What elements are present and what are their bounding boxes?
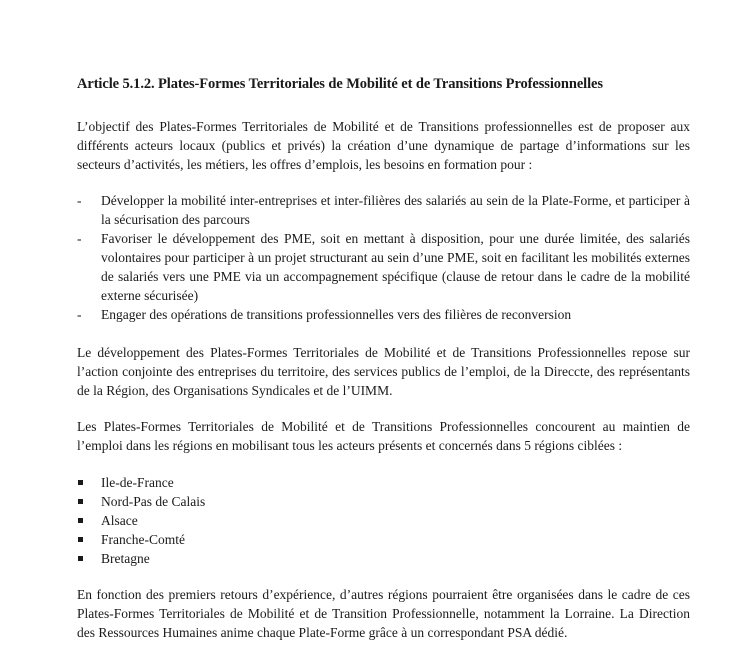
regions-intro-paragraph: Les Plates-Formes Territoriales de Mobilité et de Transitions Professionnelles concourent au maintien de l’emploi dans les régions en mobilisant tous les acteurs présents et concernés dans 5 régions ciblées : — [77, 419, 690, 453]
article-heading: Article 5.1.2. Plates-Formes Territoriales de Mobilité et de Transitions Professionnelles — [77, 76, 603, 92]
list-item — [77, 530, 205, 549]
list-item — [77, 549, 205, 568]
intro-paragraph: L’objectif des Plates-Formes Territoriales de Mobilité et de Transitions professionnelles est de proposer aux différents acteurs locaux (publics et privés) la création d’une dynamique de partage d’informations sur les secteurs d’activités, les métiers, les offres d’emplois, les besoins en formation pour : — [77, 119, 690, 172]
region-name: Nord-Pas de Calais — [101, 494, 206, 509]
list-item — [77, 492, 205, 511]
region-name: Bretagne — [101, 551, 150, 566]
list-item — [77, 511, 205, 530]
list-item — [77, 229, 690, 305]
list-item-text: Engager des opérations de transitions professionnelles vers des filières de reconversion — [101, 307, 572, 322]
region-name: Alsace — [101, 513, 138, 528]
region-name: Franche-Comté — [101, 532, 185, 547]
square-bullet-icon — [78, 556, 83, 561]
closing-paragraph: En fonction des premiers retours d’expérience, d’autres régions pourraient être organisées dans le cadre de ces Plates-Formes Territoriales de Mobilité et de Transition Professionnelle, notamment la Lorraine. La Direction des Ressources Humaines anime chaque Plate-Forme grâce à un correspondant PSA dédié. — [77, 587, 690, 640]
regions-list — [77, 473, 205, 568]
list-item — [77, 191, 690, 229]
dash-marker: - — [77, 307, 82, 322]
dash-marker: - — [77, 231, 82, 246]
list-item — [77, 473, 205, 492]
objectives-list — [77, 191, 690, 324]
list-item-text: Développer la mobilité inter-entreprises et inter-filières des salariés au sein de la Plate-Forme, et participer à la sécurisation des parcours — [101, 193, 690, 227]
square-bullet-icon — [78, 537, 83, 542]
development-paragraph: Le développement des Plates-Formes Territoriales de Mobilité et de Transitions Professionnelles repose sur l’action conjointe des entreprises du territoire, des services publics de l’emploi, de la Direccte, des représentants de la Région, des Organisations Syndicales et de l’UIMM. — [77, 345, 690, 398]
dash-marker: - — [77, 193, 82, 208]
square-bullet-icon — [78, 518, 83, 523]
square-bullet-icon — [78, 480, 83, 485]
list-item-text: Favoriser le développement des PME, soit en mettant à disposition, pour une durée limitée, des salariés volontaires pour participer à un projet structurant au sein d’une PME, soit en facilitant les mobilités externes de salariés vers une PME via un accompagnement spécifique (clause de retour dans le cadre de la mobilité externe sécurisée) — [101, 231, 690, 303]
list-item — [77, 305, 690, 324]
square-bullet-icon — [78, 499, 83, 504]
region-name: Ile-de-France — [101, 475, 174, 490]
